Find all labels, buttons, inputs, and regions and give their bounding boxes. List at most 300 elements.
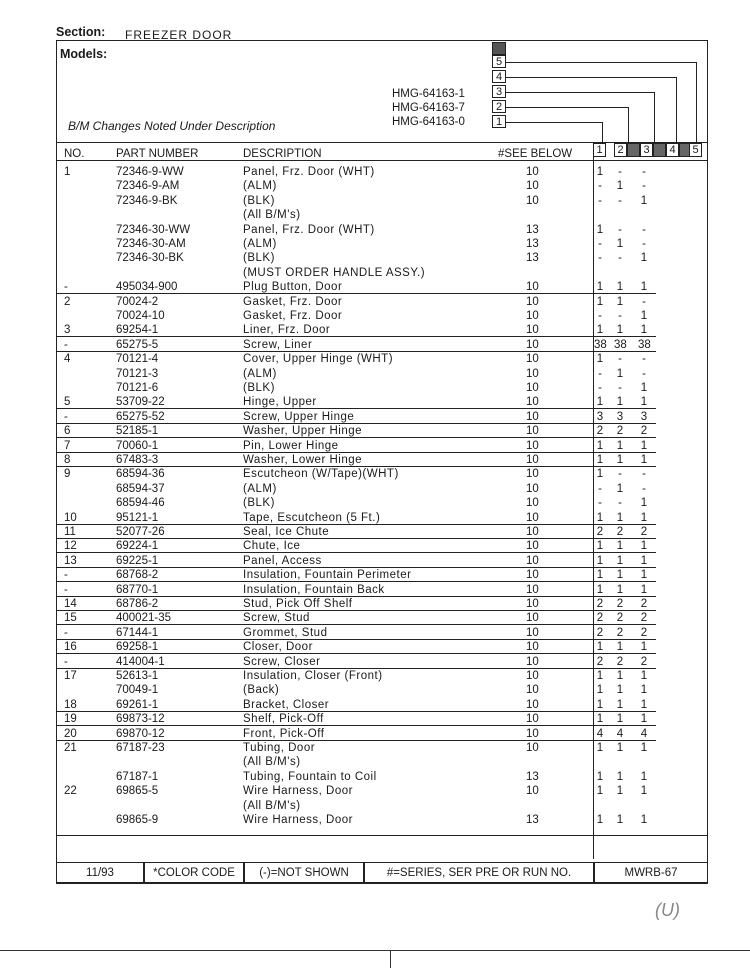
cell-see-below: 10 (526, 367, 539, 380)
cell-description: Hinge, Upper (243, 396, 317, 409)
cell-qty-1: - (598, 194, 602, 207)
cell-part-number: 69225-1 (116, 554, 159, 567)
cell-description: Screw, Stud (243, 612, 310, 625)
cell-see-below: 13 (526, 223, 539, 236)
cell-qty-2: 1 (616, 295, 624, 308)
cell-qty-1: 1 (596, 670, 604, 682)
cell-qty-2: 1 (616, 367, 624, 380)
cell-qty-1: 38 (594, 338, 607, 351)
cell-no: - (64, 569, 68, 582)
table-row (0, 223, 750, 237)
footer-doc-id: MWRB-67 (594, 862, 708, 884)
cell-qty-2: - (618, 166, 622, 178)
cell-see-below: 10 (526, 382, 539, 394)
page-bottom-tick (390, 950, 391, 968)
cell-qty-1: 1 (596, 814, 604, 826)
cell-no: 2 (64, 295, 71, 308)
table-row (0, 309, 750, 323)
cell-see-below: 10 (526, 439, 539, 452)
cell-qty-2: 1 (616, 684, 624, 697)
index-box: 2 (492, 100, 506, 113)
table-row (0, 640, 750, 654)
cell-qty-1: 1 (596, 554, 604, 567)
cell-see-below: 10 (526, 583, 539, 596)
cell-qty-1: 2 (596, 655, 604, 668)
cell-qty-3: 2 (640, 425, 648, 438)
cell-no: - (64, 655, 68, 668)
cell-qty-3: 1 (640, 281, 648, 294)
cell-qty-1: 1 (596, 223, 604, 236)
cell-description: Shelf, Pick-Off (243, 713, 324, 726)
cell-qty-1: 1 (596, 281, 604, 294)
cell-qty-1: 1 (596, 295, 604, 308)
cell-description: Wire Harness, Door (243, 785, 353, 798)
cell-description: Screw, Upper Hinge (243, 410, 355, 423)
cell-description: Panel, Frz. Door (WHT) (243, 166, 375, 178)
cell-qty-2: 1 (616, 439, 624, 452)
cell-part-number: 52185-1 (116, 425, 159, 438)
cell-qty-2: 1 (616, 713, 624, 726)
cell-qty-3: 1 (640, 641, 648, 654)
cell-qty-1: - (598, 497, 602, 510)
cell-qty-2: - (618, 353, 622, 366)
cell-part-number: 69261-1 (116, 698, 159, 711)
cell-qty-1: 2 (596, 526, 604, 538)
cell-qty-2: - (618, 310, 622, 322)
cell-qty-3: 2 (640, 598, 648, 610)
cell-qty-1: 1 (596, 540, 604, 553)
cell-qty-1: 1 (596, 569, 604, 582)
cell-part-number: 70121-6 (116, 382, 159, 394)
table-row (0, 813, 750, 827)
cell-qty-1: 1 (596, 785, 604, 798)
cell-see-below: 10 (526, 425, 539, 438)
cell-qty-1: 1 (596, 698, 604, 711)
cell-qty-1: 1 (596, 742, 604, 754)
cell-qty-3: 1 (640, 569, 648, 582)
cell-qty-3: 1 (640, 324, 648, 337)
cell-description: Closer, Door (243, 641, 313, 654)
cell-part-number: 69865-9 (116, 814, 159, 826)
section-label: Section: (56, 25, 106, 39)
cell-see-below: 10 (526, 727, 539, 740)
cell-qty-1: - (598, 238, 602, 250)
cell-qty-3: 1 (640, 252, 648, 265)
cell-part-number: 68594-46 (116, 497, 165, 510)
cell-no: 5 (64, 396, 71, 409)
leader-line (506, 107, 628, 108)
cell-qty-1: 2 (596, 626, 604, 639)
cell-description: Insulation, Fountain Back (243, 583, 385, 596)
cell-qty-3: 1 (640, 770, 648, 783)
cell-qty-3: - (642, 180, 646, 193)
cell-no: - (64, 626, 68, 639)
cell-part-number: 69865-5 (116, 785, 159, 798)
cell-qty-3: - (642, 367, 646, 380)
table-row (0, 568, 750, 582)
cell-qty-2: 2 (616, 612, 624, 625)
cell-qty-2: 38 (614, 338, 627, 351)
cell-qty-2: 2 (616, 425, 624, 438)
cell-see-below: 13 (526, 252, 539, 265)
cell-qty-3: 4 (640, 727, 648, 740)
cell-qty-2: 1 (616, 742, 624, 754)
cell-description: (All B/M's) (243, 756, 301, 769)
footer-not-shown: (-)=NOT SHOWN (244, 862, 364, 884)
cell-part-number: 67187-1 (116, 770, 159, 783)
table-row (0, 655, 750, 669)
header-rule (56, 142, 708, 143)
leader-line (602, 122, 603, 143)
cell-qty-2: 2 (616, 655, 624, 668)
cell-qty-2: 1 (616, 324, 624, 337)
cell-part-number: 67144-1 (116, 626, 159, 639)
cell-qty-2: 1 (616, 770, 624, 783)
cell-see-below: 10 (526, 612, 539, 625)
model-name: HMG-64163-7 (392, 102, 465, 114)
leader-line (506, 92, 654, 93)
cell-description: (ALM) (243, 238, 277, 250)
cell-description: Escutcheon (W/Tape)(WHT) (243, 468, 399, 481)
cell-no: 6 (64, 425, 71, 438)
index-box: 3 (492, 85, 506, 98)
index-box: 4 (492, 70, 506, 83)
cell-qty-2: - (618, 468, 622, 481)
table-row (0, 467, 750, 481)
cell-qty-1: 1 (596, 396, 604, 409)
col-header-4: 4 (666, 143, 679, 157)
index-box: 1 (492, 115, 506, 128)
cell-description: Stud, Pick Off Shelf (243, 598, 353, 610)
table-row (0, 727, 750, 741)
cell-part-number: 69258-1 (116, 641, 159, 654)
handwritten-mark: (U) (655, 900, 680, 920)
cell-part-number: 68770-1 (116, 583, 159, 596)
cell-qty-2: 1 (616, 180, 624, 193)
cell-part-number: 72346-9-WW (116, 166, 184, 178)
cell-qty-3: 1 (640, 396, 648, 409)
model-name: HMG-64163-1 (392, 88, 465, 100)
cell-qty-2: 2 (616, 626, 624, 639)
cell-description: Chute, Ice (243, 540, 301, 553)
cell-see-below: 10 (526, 454, 539, 466)
cell-description: (ALM) (243, 482, 277, 495)
cell-qty-2: 1 (616, 281, 624, 294)
cell-qty-3: - (642, 295, 646, 308)
cell-see-below: 10 (526, 482, 539, 495)
cell-qty-3: - (642, 468, 646, 481)
cell-qty-3: 1 (640, 713, 648, 726)
table-row (0, 770, 750, 784)
cell-qty-2: - (618, 497, 622, 510)
cell-description: Bracket, Closer (243, 698, 330, 711)
cell-qty-1: 1 (596, 353, 604, 366)
table-row (0, 712, 750, 726)
table-row (0, 367, 750, 381)
cell-qty-2: 1 (616, 569, 624, 582)
cell-qty-2: 1 (616, 785, 624, 798)
cell-qty-3: 3 (640, 410, 648, 423)
cell-qty-3: 1 (640, 742, 648, 754)
cell-qty-2: - (618, 223, 622, 236)
cell-no: 7 (64, 439, 71, 452)
table-row (0, 395, 750, 409)
cell-no: - (64, 410, 68, 423)
cell-qty-3: 1 (640, 194, 648, 207)
cell-description: Washer, Lower Hinge (243, 454, 363, 466)
cell-qty-3: 1 (640, 814, 648, 826)
cell-qty-1: 1 (596, 324, 604, 337)
cell-qty-2: 1 (616, 670, 624, 682)
table-row (0, 597, 750, 611)
footer-rule (56, 835, 708, 836)
cell-qty-1: 2 (596, 425, 604, 438)
cell-see-below: 13 (526, 238, 539, 250)
table-row (0, 251, 750, 265)
cell-qty-1: 2 (596, 612, 604, 625)
cell-qty-2: 1 (616, 814, 624, 826)
cell-qty-3: - (642, 238, 646, 250)
cell-qty-2: - (618, 382, 622, 394)
cell-description: Pin, Lower Hinge (243, 439, 339, 452)
table-row (0, 352, 750, 366)
cell-see-below: 10 (526, 410, 539, 423)
col-header-3: 3 (640, 143, 653, 157)
cell-qty-1: 1 (596, 641, 604, 654)
cell-qty-3: 2 (640, 626, 648, 639)
col-header-1: 1 (593, 143, 606, 157)
col-header-5: 5 (689, 143, 702, 157)
cell-no: 8 (64, 454, 71, 466)
cell-part-number: 65275-5 (116, 338, 159, 351)
cell-description: Panel, Access (243, 554, 322, 567)
table-row (0, 784, 750, 798)
cell-part-number: 72346-9-BK (116, 194, 178, 207)
cell-qty-2: 1 (616, 511, 624, 524)
cell-part-number: 70024-10 (116, 310, 165, 322)
cell-no: 19 (64, 713, 77, 726)
table-row (0, 439, 750, 453)
cell-no: - (64, 583, 68, 596)
col-header-dark (653, 143, 666, 157)
cell-qty-3: 1 (640, 540, 648, 553)
cell-qty-3: - (642, 353, 646, 366)
cell-qty-3: 1 (640, 382, 648, 394)
cell-no: 9 (64, 468, 71, 481)
cell-part-number: 495034-900 (116, 281, 178, 294)
cell-see-below: 10 (526, 396, 539, 409)
cell-description: (MUST ORDER HANDLE ASSY.) (243, 266, 426, 279)
cell-see-below: 10 (526, 526, 539, 538)
cell-part-number: 68594-37 (116, 482, 165, 495)
table-row (0, 424, 750, 438)
table-row (0, 626, 750, 640)
cell-see-below: 10 (526, 338, 539, 351)
table-row (0, 496, 750, 510)
col-header-2: 2 (614, 143, 627, 157)
leader-line (506, 62, 696, 63)
cell-see-below: 10 (526, 698, 539, 711)
cell-qty-1: 4 (596, 727, 604, 740)
index-box-dark (492, 42, 506, 55)
cell-description: Insulation, Fountain Perimeter (243, 569, 412, 582)
leader-line (506, 77, 676, 78)
cell-description: Liner, Frz. Door (243, 324, 331, 337)
cell-no: 16 (64, 641, 77, 654)
cell-qty-3: 2 (640, 655, 648, 668)
cell-qty-1: 1 (596, 439, 604, 452)
cell-no: 3 (64, 324, 71, 337)
cell-qty-3: 38 (638, 338, 651, 351)
footer-color-code: *COLOR CODE (144, 862, 244, 884)
cell-qty-2: 1 (616, 554, 624, 567)
table-row (0, 755, 750, 769)
cell-part-number: 52613-1 (116, 670, 159, 682)
cell-see-below: 10 (526, 353, 539, 366)
cell-qty-2: - (618, 252, 622, 265)
leader-line (654, 92, 655, 143)
cell-no: 15 (64, 612, 77, 625)
cell-qty-2: 4 (616, 727, 624, 740)
table-row (0, 194, 750, 208)
cell-part-number: 72346-9-AM (116, 180, 180, 193)
table-row (0, 525, 750, 539)
cell-see-below: 13 (526, 814, 539, 826)
cell-part-number: 414004-1 (116, 655, 165, 668)
cell-part-number: 95121-1 (116, 511, 159, 524)
table-row (0, 338, 750, 352)
cell-part-number: 69254-1 (116, 324, 159, 337)
cell-qty-2: 3 (616, 410, 624, 423)
table-row (0, 323, 750, 337)
cell-description: Gasket, Frz. Door (243, 295, 343, 308)
cell-see-below: 10 (526, 194, 539, 207)
cell-description: Tubing, Door (243, 742, 316, 754)
model-name: HMG-64163-0 (392, 116, 465, 128)
cell-description: Screw, Liner (243, 338, 313, 351)
cell-no: 12 (64, 540, 77, 553)
cell-qty-1: - (598, 367, 602, 380)
cell-qty-1: - (598, 180, 602, 193)
cell-qty-3: - (642, 482, 646, 495)
table-row (0, 410, 750, 424)
cell-description: Panel, Frz. Door (WHT) (243, 223, 375, 236)
cell-qty-3: 1 (640, 698, 648, 711)
cell-description: (ALM) (243, 367, 277, 380)
cell-qty-2: 1 (616, 583, 624, 596)
table-row (0, 511, 750, 525)
cell-see-below: 10 (526, 684, 539, 697)
cell-no: 21 (64, 742, 77, 754)
cell-qty-3: 1 (640, 454, 648, 466)
table-row (0, 266, 750, 280)
cell-description: (All B/M's) (243, 209, 301, 222)
cell-description: (BLK) (243, 252, 275, 265)
leader-line (676, 77, 677, 143)
cell-qty-3: 1 (640, 583, 648, 596)
cell-qty-2: 2 (616, 598, 624, 610)
cell-see-below: 10 (526, 166, 539, 178)
cell-description: Front, Pick-Off (243, 727, 325, 740)
section-title: FREEZER DOOR (125, 28, 233, 42)
cell-qty-2: 1 (616, 540, 624, 553)
cell-qty-3: - (642, 166, 646, 178)
cell-qty-3: 2 (640, 526, 648, 538)
cell-qty-2: 1 (616, 396, 624, 409)
table-row (0, 295, 750, 309)
col-header-dark (627, 143, 640, 157)
table-row (0, 698, 750, 712)
cell-description: (BLK) (243, 497, 275, 510)
cell-qty-3: 1 (640, 785, 648, 798)
cell-description: Grommet, Stud (243, 626, 328, 639)
table-row (0, 453, 750, 467)
cell-qty-2: - (618, 194, 622, 207)
table-row (0, 683, 750, 697)
table-row (0, 539, 750, 553)
cell-description: Gasket, Frz. Door (243, 310, 343, 322)
cell-part-number: 53709-22 (116, 396, 165, 409)
page-bottom-rule (0, 950, 750, 951)
cell-description: Screw, Closer (243, 655, 321, 668)
cell-see-below: 10 (526, 655, 539, 668)
cell-no: 4 (64, 353, 71, 366)
cell-no: 10 (64, 511, 77, 524)
col-header-part: PART NUMBER (116, 148, 199, 160)
cell-no: - (64, 338, 68, 351)
cell-qty-1: - (598, 252, 602, 265)
cell-part-number: 67187-23 (116, 742, 165, 754)
table-row (0, 611, 750, 625)
cell-see-below: 10 (526, 295, 539, 308)
cell-part-number: 65275-52 (116, 410, 165, 423)
cell-part-number: 72346-30-AM (116, 238, 186, 250)
table-row (0, 179, 750, 193)
cell-qty-1: 2 (596, 598, 604, 610)
col-header-no: NO. (64, 148, 85, 160)
cell-qty-1: 1 (596, 684, 604, 697)
cell-part-number: 52077-26 (116, 526, 165, 538)
cell-qty-3: 1 (640, 684, 648, 697)
cell-qty-3: 1 (640, 670, 648, 682)
cell-see-below: 10 (526, 554, 539, 567)
cell-part-number: 69224-1 (116, 540, 159, 553)
cell-part-number: 400021-35 (116, 612, 171, 625)
cell-see-below: 10 (526, 310, 539, 322)
cell-see-below: 10 (526, 641, 539, 654)
cell-part-number: 70121-3 (116, 367, 159, 380)
table-row (0, 482, 750, 496)
cell-no: 17 (64, 670, 77, 682)
cell-qty-2: 2 (616, 526, 624, 538)
cell-see-below: 13 (526, 770, 539, 783)
table-row (0, 208, 750, 222)
cell-qty-1: - (598, 310, 602, 322)
table-row (0, 165, 750, 179)
cell-description: Plug Button, Door (243, 281, 343, 294)
leader-line (628, 107, 629, 143)
cell-qty-2: 1 (616, 454, 624, 466)
models-label: Models: (60, 47, 108, 61)
bm-note: B/M Changes Noted Under Description (68, 119, 276, 133)
footer-date: 11/93 (56, 862, 144, 884)
cell-part-number: 70060-1 (116, 439, 159, 452)
cell-qty-3: - (642, 223, 646, 236)
cell-see-below: 10 (526, 511, 539, 524)
table-row (0, 381, 750, 395)
cell-qty-2: 1 (616, 698, 624, 711)
cell-qty-3: 2 (640, 612, 648, 625)
